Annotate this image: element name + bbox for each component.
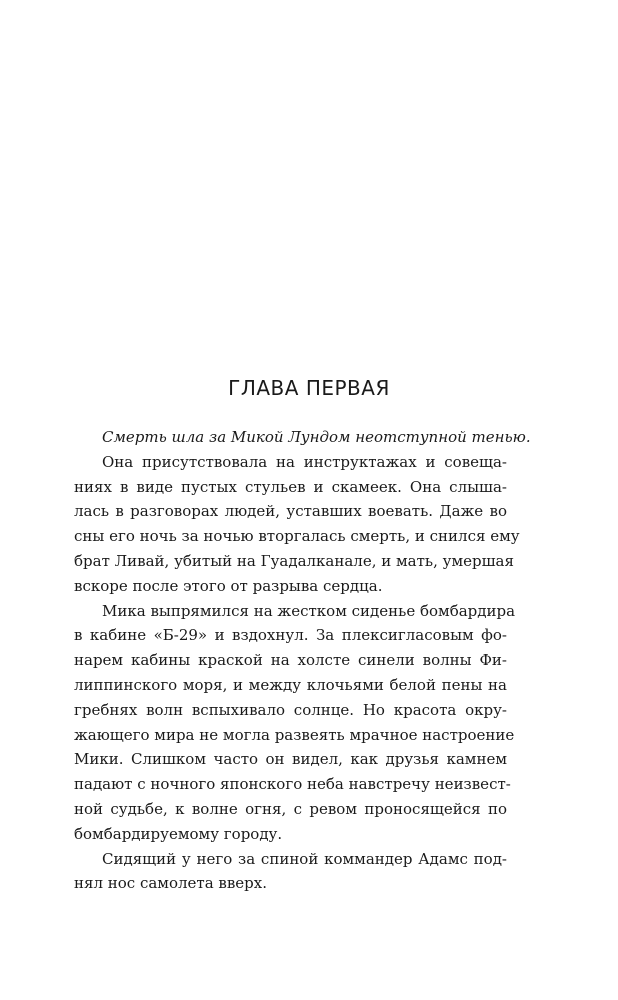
- text-line: в кабине «Б-29» и вздохнул. За плексигласовым фо-: [74, 626, 507, 645]
- text-line: лась в разговорах людей, уставших воевать. Даже во: [74, 502, 507, 521]
- text-line: нарем кабины краской на холсте синели волны Фи-: [74, 651, 507, 670]
- text-line: нял нос самолета вверх.: [74, 874, 268, 893]
- chapter-title: ГЛАВА ПЕРВАЯ: [228, 376, 390, 400]
- epigraph: Смерть шла за Микой Лундом неотступной тенью.: [102, 428, 531, 446]
- text-line: брат Ливай, убитый на Гуадалканале, и мать, умершая: [74, 551, 514, 570]
- text-line: ниях в виде пустых стульев и скамеек. Она слыша-: [74, 477, 507, 496]
- text-line: бомбардируемому городу.: [74, 824, 283, 843]
- text-line: Сидящий у него за спиной коммандер Адамс под-: [102, 849, 507, 868]
- text-line: Мики. Слишком часто он видел, как друзья камнем: [74, 750, 507, 769]
- text-line: сны его ночь за ночью вторгалась смерть, и снился ему: [74, 527, 520, 546]
- text-line: ной судьбе, к волне огня, с ревом проносящейся по: [74, 799, 507, 818]
- text-line: липпинского моря, и между клочьями белой пены на: [74, 675, 507, 694]
- text-line: падают с ночного японского неба навстречу неизвест-: [74, 775, 511, 794]
- chapter-body: [74, 425, 531, 896]
- text-line: гребнях волн вспыхивало солнце. Но красота окру-: [74, 700, 507, 719]
- text-line: вскоре после этого от разрыва сердца.: [74, 576, 383, 595]
- text-line: Мика выпрямился на жестком сиденье бомбардира: [102, 601, 516, 620]
- text-line: жающего мира не могла развеять мрачное настроение: [74, 725, 515, 744]
- text-line: Она присутствовала на инструктажах и совеща-: [102, 452, 507, 471]
